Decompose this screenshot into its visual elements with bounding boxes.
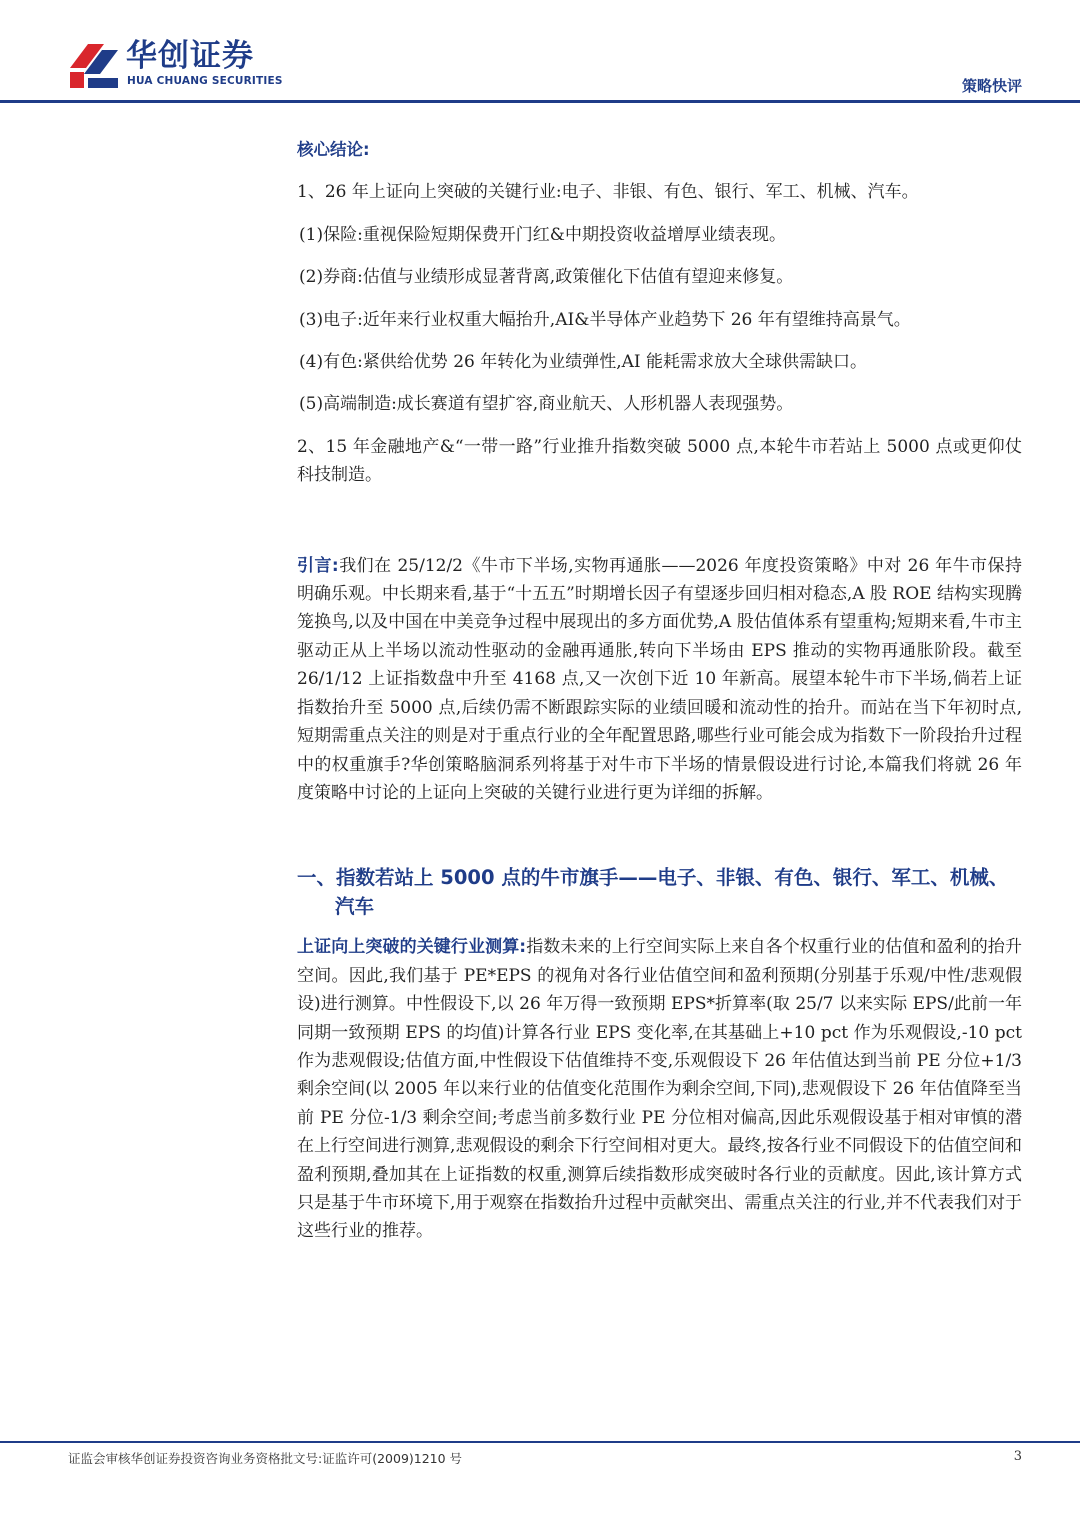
document-type-label: 策略快评 — [961, 77, 1022, 95]
section-1-lead: 上证向上突破的关键行业测算: — [297, 937, 527, 958]
company-name-en: HUA CHUANG SECURITIES — [127, 75, 283, 87]
company-logo-icon — [70, 38, 120, 88]
section-1-heading: 一、指数若站上 5000 点的牛市旗手——电子、非银、有色、银行、军工、机械、汽车 — [297, 866, 1009, 919]
intro-paragraph — [297, 552, 1022, 808]
conclusion-item-1: 1、26 年上证向上突破的关键行业:电子、非银、有色、银行、军工、机械、汽车。 — [297, 182, 919, 203]
page-number: 3 — [1013, 1449, 1022, 1464]
page-header — [0, 0, 1080, 104]
intro-lead: 引言: — [297, 555, 339, 576]
conclusion-item-nonferrous: (4)有色:紧供给优势 26 年转化为业绩弹性,AI 能耗需求放大全球供需缺口。 — [299, 352, 868, 373]
conclusion-item-2: 2、15 年金融地产&“一带一路”行业推升指数突破 5000 点,本轮牛市若站上 5000 点或更仰仗科技制造。 — [297, 436, 1022, 486]
conclusion-item-brokerage: (2)券商:估值与业绩形成显著背离,政策催化下估值有望迎来修复。 — [299, 267, 794, 288]
regulatory-license-text: 证监会审核华创证券投资咨询业务资格批文号:证监许可(2009)1210 号 — [68, 1451, 463, 1466]
conclusion-item-electronics: (3)电子:近年来行业权重大幅抬升,AI&半导体产业趋势下 26 年有望维持高景气。 — [299, 309, 911, 330]
conclusion-item-high-end-manufacturing: (5)高端制造:成长赛道有望扩容,商业航天、人形机器人表现强势。 — [299, 394, 794, 415]
footer-divider — [0, 1441, 1080, 1443]
intro-text: 我们在 25/12/2《牛市下半场,实物再通胀——2026 年度投资策略》中对 26 年牛市保持明确乐观。中长期来看,基于“十五五”时期增长因子有望逐步回归相对稳态,A 股 ROE 结构实现腾笼换鸟,以及中国在中美竞争过程中展现出的多方面优势,A 股估值体系有望重构;短期来看,牛市主驱动正从上半场以流动性驱动的金融再通胀,转向下半场由 EPS 推动的实物再通胀阶段。截至 26/1/12 上证指数盘中升至 4168 点,又一次创下近 10 年新高。展望本轮牛市下半场,倘若上证指数抬升至 5000 点,后续仍需不断跟踪实际的业绩回暖和流动性的抬升。而站在当下年初时点,短期需重点关注的则是对于重点行业的全年配置思路,哪些行业可能会成为指数下一阶段抬升过程中的权重旗手?华创策略脑洞系列将基于对牛市下半场的情景假设进行讨论,本篇我们将就 26 年度策略中讨论的上证向上突破的关键行业进行更为详细的拆解。 — [297, 555, 1022, 803]
header-divider — [0, 100, 1080, 103]
conclusion-item-insurance: (1)保险:重视保险短期保费开门红&中期投资收益增厚业绩表现。 — [299, 224, 786, 245]
company-name-cn: 华创证券 — [126, 38, 254, 74]
main-content — [297, 136, 1022, 1246]
core-conclusion-title: 核心结论: — [297, 140, 370, 159]
section-1-paragraph — [297, 933, 1022, 1245]
section-1-text: 指数未来的上行空间实际上来自各个权重行业的估值和盈利的抬升空间。因此,我们基于 PE*EPS 的视角对各行业估值空间和盈利预期(分别基于乐观/中性/悲观假设)进行测算。中性假设下,以 26 年万得一致预期 EPS*折算率(取 25/7 以来实际 EPS/此前一年同期一致预期 EPS 的均值)计算各行业 EPS 变化率,在其基础上+10 pct 作为乐观假设,-10 pct 作为悲观假设;估值方面,中性假设下估值维持不变,乐观假设下 26 年估值达到当前 PE 分位+1/3 剩余空间(以 2005 年以来行业的估值变化范围作为剩余空间,下同),悲观假设下 26 年估值降至当前 PE 分位-1/3 剩余空间;考虑当前多数行业 PE 分位相对偏高,因此乐观假设基于相对审慎的潜在上行空间进行测算,悲观假设的剩余下行空间相对更大。最终,按各行业不同假设下的估值空间和盈利预期,叠加其在上证指数的权重,测算后续指数形成突破时各行业的贡献度。因此,该计算方式只是基于牛市环境下,用于观察在指数抬升过程中贡献突出、需重点关注的行业,并不代表我们对于这些行业的推荐。 — [297, 937, 1022, 1242]
